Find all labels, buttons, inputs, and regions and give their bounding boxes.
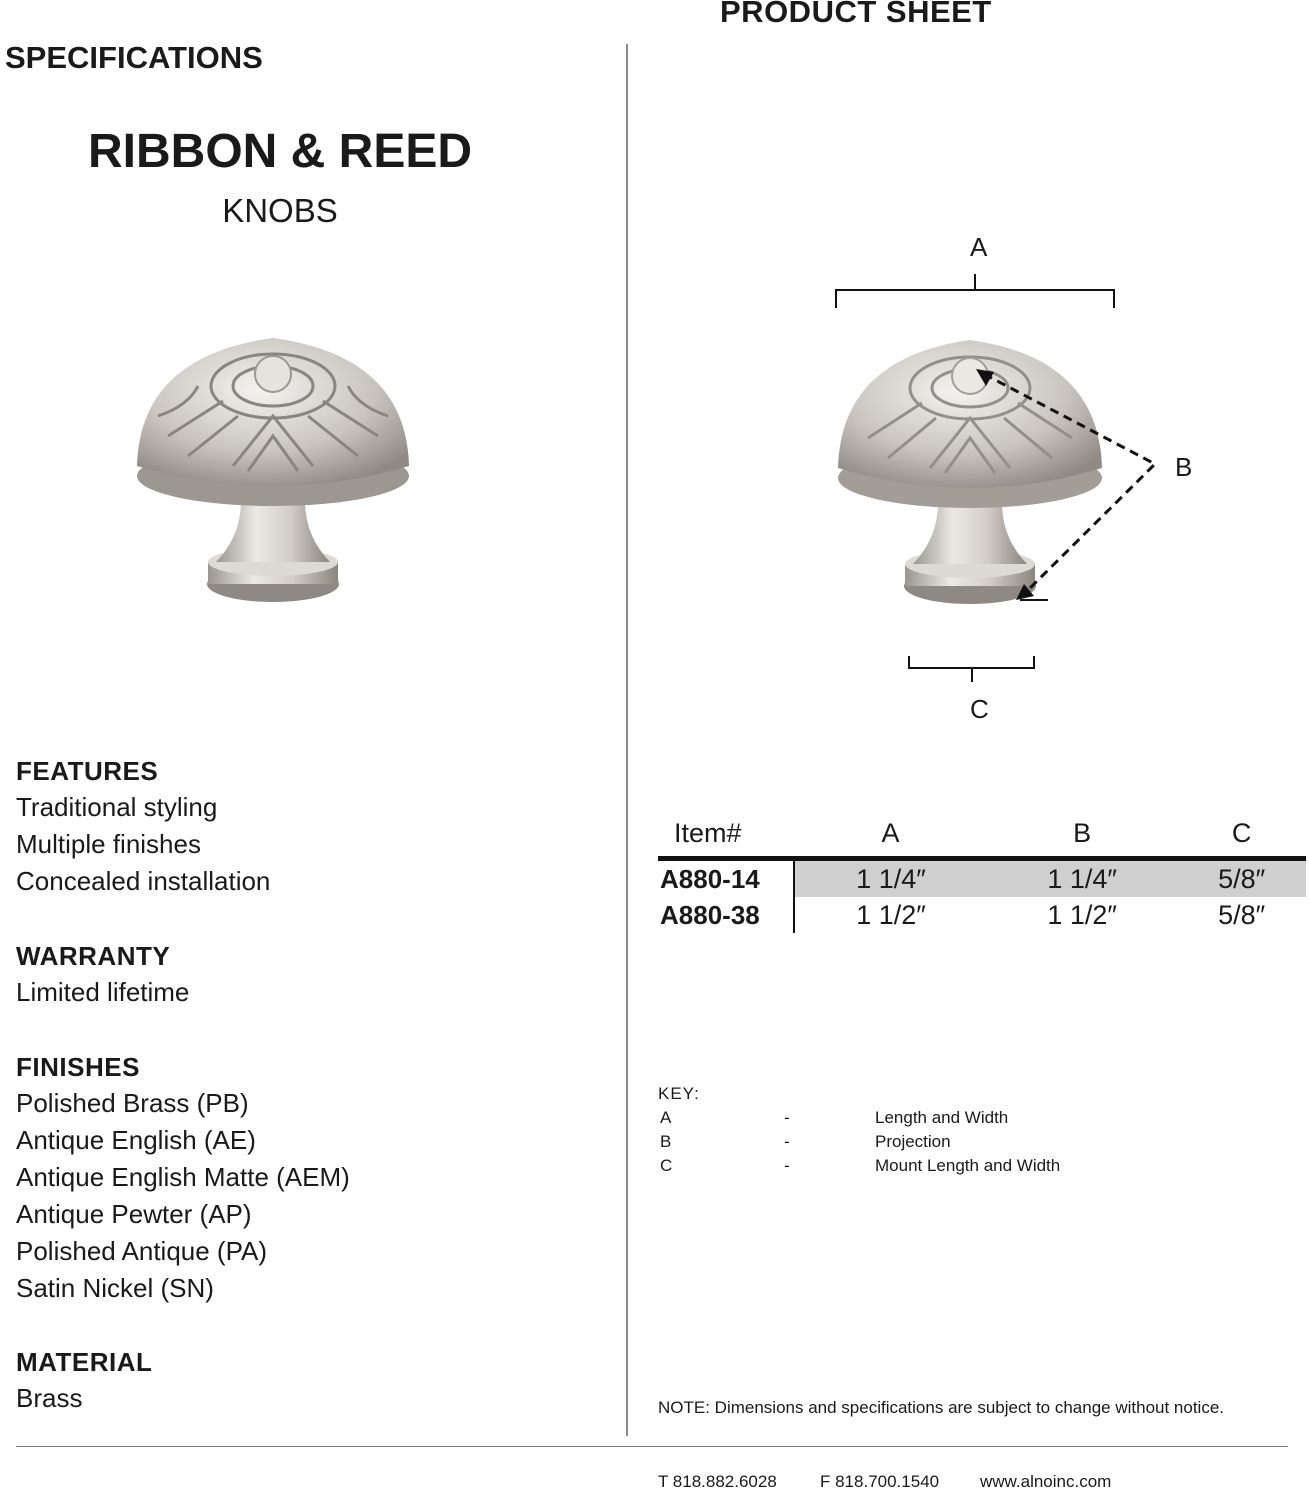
list-item: Traditional styling — [16, 792, 218, 822]
key-description: Length and Width — [875, 1108, 1009, 1127]
list-item: Limited lifetime — [16, 977, 190, 1007]
product-sheet-heading: PRODUCT SHEET — [720, 0, 992, 29]
footer-fax: F 818.700.1540 — [820, 1472, 940, 1491]
list-item: Concealed installation — [16, 866, 271, 896]
column-header-b: B — [987, 814, 1177, 859]
list-item: Multiple finishes — [16, 829, 201, 859]
dimension-b-cell: 1 1/2″ — [1047, 899, 1117, 930]
footer-divider — [16, 1446, 1288, 1447]
dimension-c-bracket — [904, 654, 1040, 684]
material-list — [16, 1380, 152, 1417]
key-dash: - — [784, 1156, 790, 1175]
dimensions-table — [658, 814, 1306, 933]
list-item: Antique English (AE) — [16, 1125, 256, 1155]
dimension-a-label: A — [970, 232, 988, 262]
list-item: Brass — [16, 1383, 83, 1413]
list-item: Polished Antique (PA) — [16, 1236, 267, 1266]
dimension-a-cell: 1 1/4″ — [794, 859, 987, 898]
disclaimer-note: NOTE: Dimensions and specifications are subject to change without notice. — [658, 1398, 1225, 1417]
key-row — [658, 1156, 1258, 1180]
key-title: KEY: — [658, 1084, 700, 1103]
column-header-a: A — [794, 814, 987, 859]
warranty-section — [16, 941, 189, 1011]
warranty-list — [16, 974, 189, 1011]
product-photo — [128, 316, 428, 636]
key-row — [658, 1132, 1258, 1156]
product-subtitle: KNOBS — [222, 192, 338, 229]
dimension-b-arrow — [960, 360, 1160, 610]
table-row — [658, 859, 1306, 898]
warranty-title: WARRANTY — [16, 941, 171, 971]
material-title: MATERIAL — [16, 1347, 153, 1377]
features-section — [16, 756, 270, 900]
product-title: RIBBON & REED — [87, 125, 473, 178]
features-title: FEATURES — [16, 756, 159, 786]
dimension-c-label: C — [970, 694, 989, 724]
footer-website-link[interactable]: www.alnoinc.com — [980, 1472, 1112, 1491]
finishes-section — [16, 1052, 350, 1307]
dimension-c-cell: 5/8″ — [1218, 899, 1266, 930]
column-header-c: C — [1177, 814, 1306, 859]
list-item: Antique Pewter (AP) — [16, 1199, 252, 1229]
list-item: Polished Brass (PB) — [16, 1088, 249, 1118]
vertical-divider — [626, 44, 628, 1436]
key-letter: C — [660, 1156, 673, 1175]
key-description: Projection — [875, 1132, 951, 1151]
finishes-list — [16, 1085, 350, 1307]
material-section — [16, 1347, 152, 1417]
features-list — [16, 789, 270, 900]
dimension-b-cell: 1 1/4″ — [987, 859, 1177, 898]
table-header-row — [658, 814, 1306, 859]
dimension-b-label: B — [1175, 452, 1193, 482]
dimension-a-cell: 1 1/2″ — [856, 899, 926, 930]
list-item: Antique English Matte (AEM) — [16, 1162, 350, 1192]
list-item: Satin Nickel (SN) — [16, 1273, 214, 1303]
key-dash: - — [784, 1108, 790, 1127]
dimension-c-cell: 5/8″ — [1177, 859, 1306, 898]
item-number-cell: A880-14 — [658, 859, 794, 898]
specifications-heading: SPECIFICATIONS — [5, 40, 263, 75]
dimension-a-bracket — [830, 270, 1120, 310]
finishes-title: FINISHES — [16, 1052, 140, 1082]
table-row — [658, 897, 1306, 933]
key-description: Mount Length and Width — [875, 1156, 1061, 1175]
key-row — [658, 1108, 1258, 1132]
key-letter: B — [660, 1132, 672, 1151]
column-header-item: Item# — [658, 814, 794, 859]
item-number-cell: A880-38 — [658, 897, 794, 933]
footer-phone: T 818.882.6028 — [658, 1472, 777, 1491]
key-letter: A — [660, 1108, 672, 1127]
key-dash: - — [784, 1132, 790, 1151]
